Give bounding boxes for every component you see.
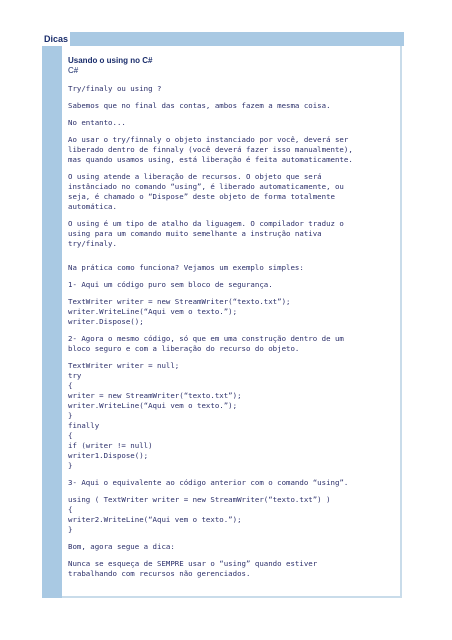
blank-line [68, 165, 398, 172]
text-line: writer.WriteLine(“Aqui vem o texto.”); [68, 401, 238, 410]
blank-line [68, 488, 398, 495]
blank-line [68, 128, 398, 135]
text-line: try [68, 371, 82, 380]
text-line: { [68, 505, 73, 514]
text-line: O using é um tipo de atalho da liguagem. O compilador traduz o [68, 219, 344, 228]
text-line: 2- Agora o mesmo código, só que em uma construção dentro de um [68, 334, 344, 343]
text-line: writer2.WriteLine(“Aqui vem o texto.”); [68, 515, 242, 524]
article-body [68, 56, 398, 579]
text-line: 1- Aqui um código puro sem bloco de segurança. [68, 280, 273, 289]
text-line: No entanto... [68, 118, 126, 127]
text-line: seja, é chamado o “Dispose” deste objeto de forma totalmente [68, 192, 335, 201]
blank-line [68, 212, 398, 219]
text-line: if (writer != null) [68, 441, 153, 450]
blank-line [68, 471, 398, 478]
text-line: O using atende a liberação de recursos. O objeto que será [68, 172, 322, 181]
text-line: writer = new StreamWriter(“texto.txt”); [68, 391, 242, 400]
text-line: Nunca se esqueça de SEMPRE usar o “using” quando estiver [68, 559, 318, 568]
text-line: Bom, agora segue a dica: [68, 542, 175, 551]
text-line: Try/finaly ou using ? [68, 84, 162, 93]
text-line: TextWriter writer = new StreamWriter(“texto.txt”); [68, 297, 291, 306]
blank-line [68, 535, 398, 542]
text-line: finally [68, 421, 100, 430]
text-line: writer.Dispose(); [68, 317, 144, 326]
text-line: automática. [68, 202, 117, 211]
blank-line [68, 273, 398, 280]
blank-line [68, 256, 398, 263]
tab-header-bar [42, 32, 404, 46]
text-line: liberado dentro de finnaly (você deverá fazer isso manualmente), [68, 145, 353, 154]
text-line: bloco seguro e com a liberação do recurso do objeto. [68, 344, 300, 353]
text-line: 3- Aqui o equivalente ao código anterior com o comando “using”. [68, 478, 349, 487]
blank-line [68, 249, 398, 256]
blank-line [68, 94, 398, 101]
blank-line [68, 552, 398, 559]
blank-line [68, 327, 398, 334]
text-line: Na prática como funciona? Vejamos um exemplo simples: [68, 263, 304, 272]
text-line: Ao usar o try/finnaly o objeto instanciado por você, deverá ser [68, 135, 349, 144]
text-line: writer1.Dispose(); [68, 451, 149, 460]
text-line: Sabemos que no final das contas, ambos fazem a mesma coisa. [68, 101, 331, 110]
blank-line [68, 290, 398, 297]
text-line: { [68, 381, 73, 390]
text-line: TextWriter writer = null; [68, 361, 180, 370]
article-category: C# [68, 66, 79, 75]
text-line: trabalhando com recursos não gerenciados. [68, 569, 251, 578]
text-line: } [68, 525, 73, 534]
left-sidebar-strip [42, 46, 62, 598]
blank-line [68, 354, 398, 361]
tab-dicas[interactable]: Dicas [42, 32, 71, 46]
article-text [68, 84, 398, 579]
text-line: instânciado no comando “using”, é liberado automaticamente, ou [68, 182, 344, 191]
text-line: { [68, 431, 73, 440]
text-line: } [68, 461, 73, 470]
article-title: Usando o using no C# [68, 56, 153, 65]
text-line: mas quando usamos using, está liberação é feita automaticamente. [68, 155, 353, 164]
text-line: try/finaly. [68, 239, 117, 248]
text-line: } [68, 411, 73, 420]
article-panel [62, 46, 402, 598]
text-line: writer.WriteLine(“Aqui vem o texto.”); [68, 307, 238, 316]
text-line: using ( TextWriter writer = new StreamWriter(“texto.txt”) ) [68, 495, 331, 504]
text-line: using para um comando muito semelhante a instrução nativa [68, 229, 322, 238]
blank-line [68, 111, 398, 118]
